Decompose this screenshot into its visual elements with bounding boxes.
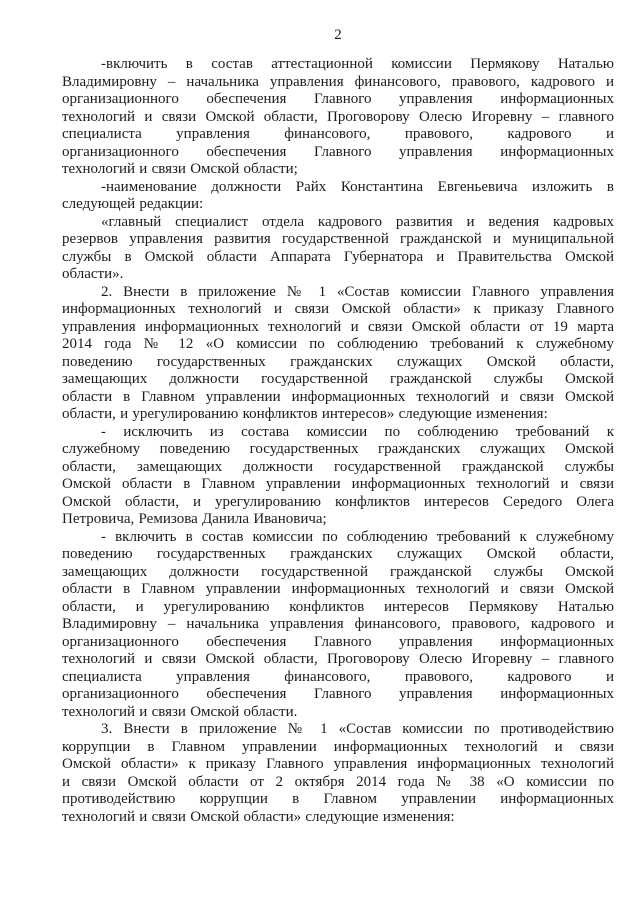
text-line: специалиста управления финансового, правового, кадрового и <box>62 668 614 685</box>
text-line: - включить в состав комиссии по соблюдению требований к служебному <box>101 528 614 545</box>
text-line: организационного обеспечения Главного управления информационных <box>62 633 614 650</box>
text-line: противодействию коррупции в Главном управлении информационных <box>62 791 614 807</box>
text-line: области в Главном управлении информационных технологий и связи Омской <box>62 388 614 405</box>
text-line: технологий и связи Омской области; <box>62 161 298 177</box>
text-line: Омской области в Главном управлении информационных технологий и связи <box>62 476 614 492</box>
text-line: поведению государственных гражданских служащих Омской области, <box>62 546 614 562</box>
text-line: организационного обеспечения Главного управления информационных <box>62 143 614 160</box>
text-line: поведению государственных гражданских служащих Омской области, <box>62 353 614 370</box>
text-line: области». <box>62 266 124 282</box>
text-line: - исключить из состава комиссии по соблюдению требований к <box>101 423 614 440</box>
paragraph <box>62 214 614 284</box>
paragraph <box>62 179 614 214</box>
text-line: информационных технологий и связи Омской области» к приказу Главного <box>62 301 614 317</box>
text-line: организационного обеспечения Главного управления информационных <box>62 91 614 107</box>
text-line: службы в Омской области Аппарата Губернатора и Правительства Омской <box>62 248 614 265</box>
paragraph <box>62 424 614 529</box>
text-line: специалиста управления финансового, правового, кадрового и <box>62 126 614 142</box>
text-line: следующей редакции: <box>62 196 204 212</box>
paragraph <box>62 721 614 826</box>
text-line: -включить в состав аттестационной комиссии Пермякову Наталью <box>101 56 614 72</box>
page-number: 2 <box>334 27 342 43</box>
text-line: технологий и связи Омской области» следующие изменения: <box>62 808 455 825</box>
text-line: технологий и связи Омской области. <box>62 703 298 720</box>
text-line: резервов управления развития государственной гражданской и муниципальной <box>62 231 614 247</box>
text-line: 3. Внести в приложение № 1 «Состав комиссии по противодействию <box>101 721 614 737</box>
text-line: -наименование должности Райх Константина Евгеньевича изложить в <box>101 178 614 195</box>
text-line: 2. Внести в приложение № 1 «Состав комиссии Главного управления <box>101 283 614 300</box>
text-line: «главный специалист отдела кадрового развития и ведения кадровых <box>101 213 614 230</box>
document-text-block <box>62 56 614 826</box>
text-line: служебному поведению государственных гражданских служащих Омской <box>62 441 614 457</box>
text-line: области, и урегулированию конфликтов интересов Пермякову Наталью <box>62 598 614 615</box>
text-line: области в Главном управлении информационных технологий и связи Омской <box>62 581 614 597</box>
text-line: Омской области» к приказу Главного управления информационных технологий <box>62 756 614 772</box>
text-line: замещающих должности государственной гражданской службы Омской <box>62 371 614 387</box>
text-line: и связи Омской области от 2 октября 2014 года № 38 «О комиссии по <box>62 773 614 790</box>
text-line: управления информационных технологий и связи Омской области от 19 марта <box>62 318 614 335</box>
text-line: области, замещающих должности государственной гражданской службы <box>62 458 614 475</box>
text-line: замещающих должности государственной гражданской службы Омской <box>62 563 614 580</box>
text-line: технологий и связи Омской области, Проговорову Олесю Игоревну – главного <box>62 651 614 667</box>
text-line: организационного обеспечения Главного управления информационных <box>62 686 614 702</box>
text-line: коррупции в Главном управлении информационных технологий и связи <box>62 738 614 755</box>
text-line: Петровича, Ремизова Данила Ивановича; <box>62 511 327 527</box>
paragraph <box>62 529 614 722</box>
text-line: технологий и связи Омской области, Проговорову Олесю Игоревну – главного <box>62 108 614 125</box>
text-line: Владимировну – начальника управления финансового, правового, кадрового и <box>62 73 614 90</box>
paragraph <box>62 284 614 424</box>
paragraph <box>62 56 614 179</box>
text-line: Владимировну – начальника управления финансового, правового, кадрового и <box>62 616 614 632</box>
text-line: области, и урегулированию конфликтов интересов» следующие изменения: <box>62 406 548 422</box>
text-line: Омской области, и урегулированию конфликтов интересов Середого Олега <box>62 493 614 510</box>
text-line: 2014 года № 12 «О комиссии по соблюдению требований к служебному <box>62 336 614 352</box>
